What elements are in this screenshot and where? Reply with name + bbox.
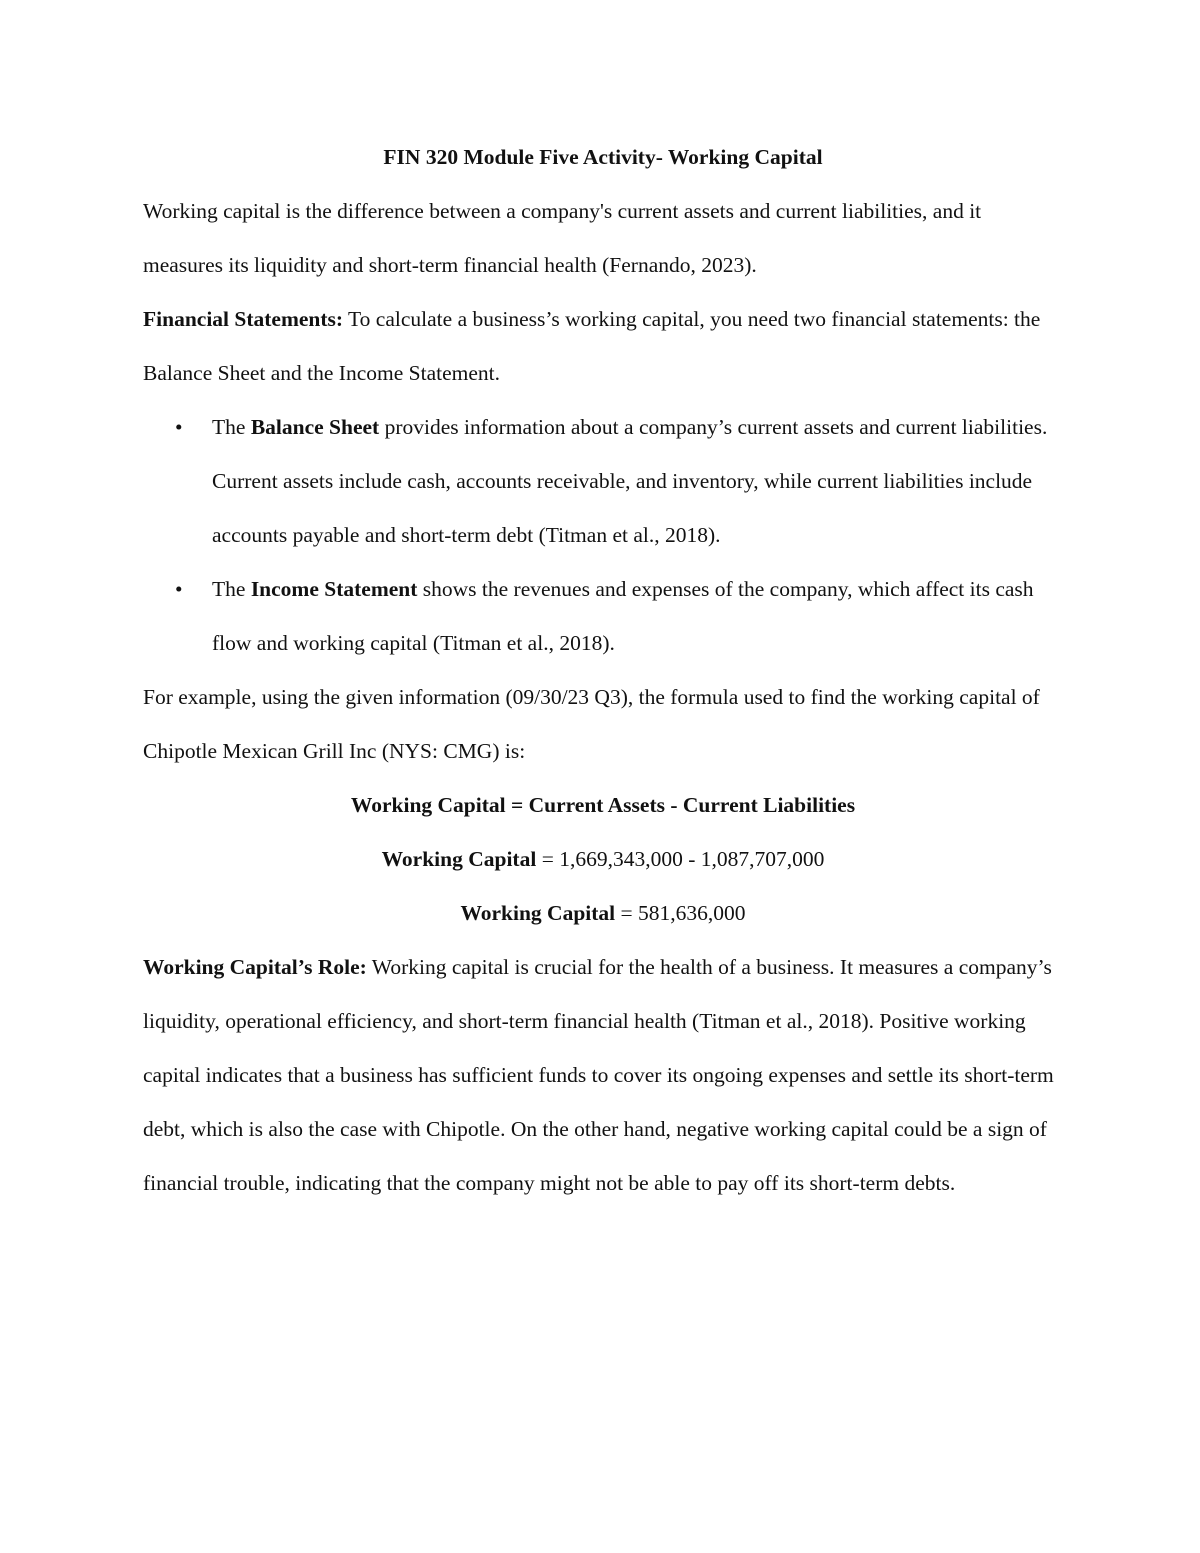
bullet-text-balance-sheet: provides information about a company’s current assets and current liabilities. Current assets include cash, accounts receivable, and inventory, while current liabilities include accounts payable and short-term debt (Titman et al., 2018).: [212, 415, 1048, 547]
example-paragraph: For example, using the given information (09/30/23 Q3), the formula used to find the working capital of Chipotle Mexican Grill Inc (NYS: CMG) is:: [143, 685, 1040, 763]
statement-bullet-list: [143, 400, 1063, 670]
bullet-icon: •: [175, 577, 183, 601]
formula-result: [143, 886, 1063, 940]
document-title: FIN 320 Module Five Activity- Working Capital: [383, 145, 823, 169]
bullet-term-balance-sheet: Balance Sheet: [250, 415, 380, 439]
document-body: [143, 130, 1063, 1210]
formula-substitution-value: = 1,669,343,000 - 1,087,707,000: [536, 847, 825, 871]
financial-statements-heading: Financial Statements:: [143, 307, 344, 331]
bullet-prefix: The: [212, 577, 251, 601]
formula-substitution: [143, 832, 1063, 886]
role-paragraph: [143, 940, 1063, 1210]
financial-statements-text: To calculate a business’s working capital, you need two financial statements: the Balance Sheet and the Income Statement.: [143, 307, 1041, 385]
bullet-income-statement: [143, 562, 1063, 670]
bullet-term-income-statement: Income Statement: [250, 577, 418, 601]
bullet-icon: •: [175, 415, 183, 439]
bullet-text-income-statement: shows the revenues and expenses of the company, which affect its cash flow and working capital (Titman et al., 2018).: [212, 577, 1034, 655]
role-text: Working capital is crucial for the health of a business. It measures a company’s liquidity, operational efficiency, and short-term financial health (Titman et al., 2018). Positive working capital indicates that a business has sufficient funds to cover its ongoing expenses and settle its short-term debt, which is also the case with Chipotle. On the other hand, negative working capital could be a sign of financial trouble, indicating that the company might not be able to pay off its short-term debts.: [143, 955, 1054, 1195]
formula-result-value: = 581,636,000: [615, 901, 746, 925]
intro-paragraph: Working capital is the difference between a company's current assets and current liabilities, and it measures its liquidity and short-term financial health (Fernando, 2023).: [143, 199, 982, 277]
financial-statements-paragraph: [143, 292, 1063, 400]
formula-substitution-label: Working Capital: [381, 847, 537, 871]
formula-definition: Working Capital = Current Assets - Current Liabilities: [350, 793, 856, 817]
formula-result-label: Working Capital: [460, 901, 616, 925]
bullet-prefix: The: [212, 415, 251, 439]
role-heading: Working Capital’s Role:: [143, 955, 367, 979]
bullet-balance-sheet: [143, 400, 1063, 562]
